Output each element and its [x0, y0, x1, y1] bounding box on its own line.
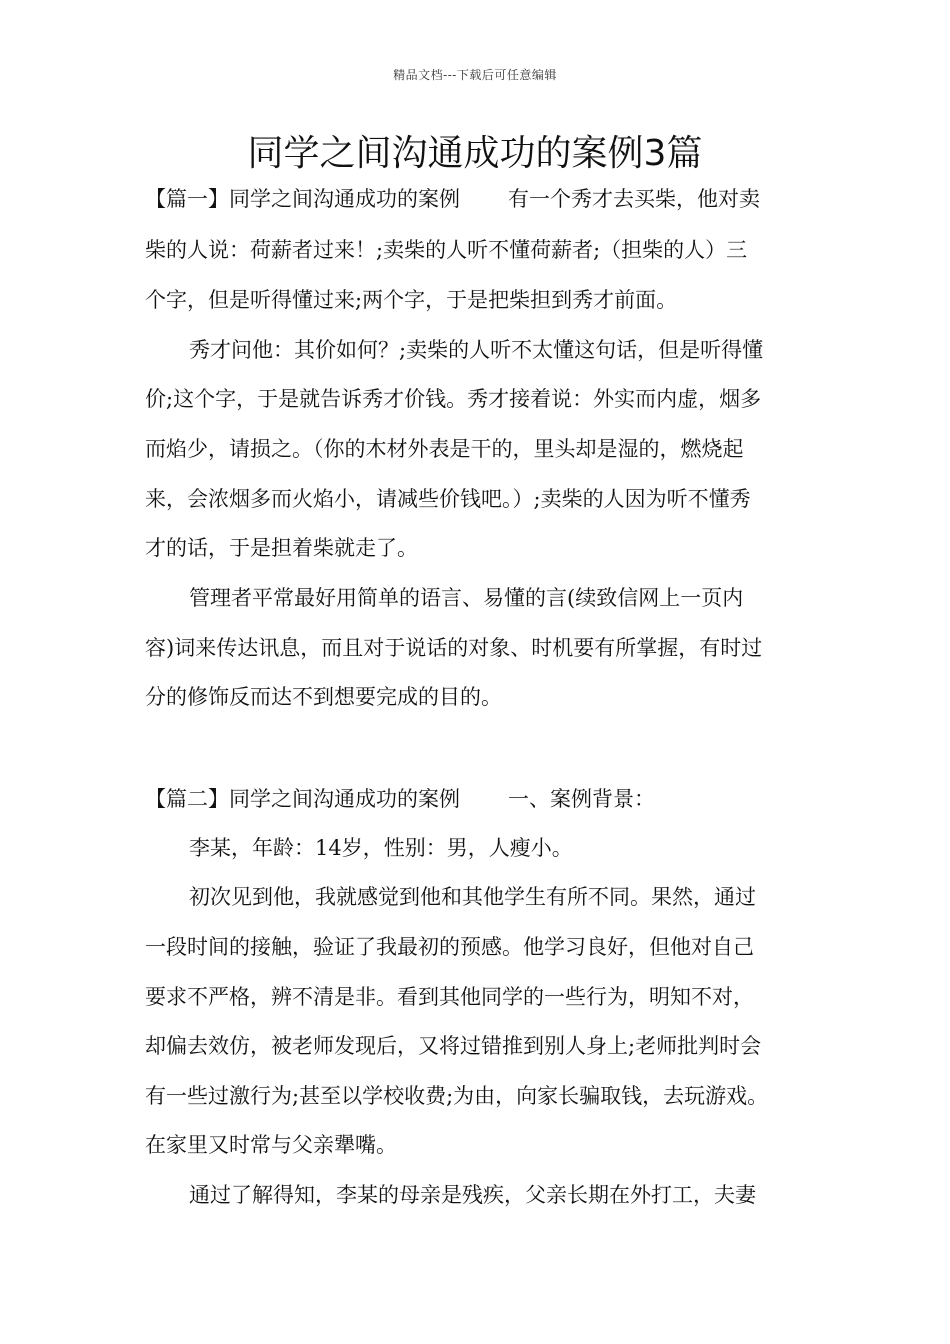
- paragraph-line: 价;这个字，于是就告诉秀才价钱。秀才接着说：外实而内虚，烟多: [145, 387, 762, 411]
- paragraph-line: 却偏去效仿，被老师发现后，又将过错推到别人身上;老师批判时会: [145, 1034, 762, 1058]
- paragraph-line: 来，会浓烟多而火焰小，请减些价钱吧。）;卖柴的人因为听不懂秀: [145, 487, 751, 511]
- paragraph-line: 有一些过激行为;甚至以学校收费;为由，向家长骗取钱，去玩游戏。: [145, 1084, 769, 1108]
- paragraph-line: 容)词来传达讯息，而且对于说话的对象、时机要有所掌握，有时过: [145, 636, 763, 660]
- document-title: 同学之间沟通成功的案例3篇: [247, 133, 703, 174]
- paragraph-line: 秀才问他：其价如何？;卖柴的人听不太懂这句话，但是听得懂: [189, 338, 764, 362]
- paragraph-line: 李某，年龄：14岁，性别：男，人瘦小。: [189, 836, 573, 860]
- paragraph-line: 分的修饰反而达不到想要完成的目的。: [145, 685, 502, 709]
- paragraph-line: 一、案例背景：: [508, 787, 655, 811]
- paragraph-line: 通过了解得知，李某的母亲是残疾，父亲长期在外打工，夫妻: [189, 1183, 756, 1207]
- section-1-first-line: [145, 184, 760, 214]
- paragraph-line: 一段时间的接触，验证了我最初的预感。他学习良好，但他对自己: [145, 935, 754, 959]
- page-header: 精品文档---下载后可任意编辑: [393, 68, 557, 82]
- section-1-heading: 【篇一】同学之间沟通成功的案例: [145, 187, 460, 211]
- paragraph-line: 个字，但是听得懂过来;两个字，于是把柴担到秀才前面。: [145, 288, 678, 312]
- paragraph-line: 柴的人说：荷薪者过来！;卖柴的人听不懂荷薪者;（担柴的人）三: [145, 238, 748, 262]
- section-2-first-line: [145, 784, 655, 814]
- paragraph-line: 要求不严格，辨不清是非。看到其他同学的一些行为，明知不对，: [145, 985, 754, 1009]
- paragraph-line: 在家里又时常与父亲犟嘴。: [145, 1133, 397, 1157]
- paragraph-line: 有一个秀才去买柴，他对卖: [508, 187, 760, 211]
- paragraph-line: 初次见到他，我就感觉到他和其他学生有所不同。果然，通过: [189, 885, 756, 909]
- section-2-heading: 【篇二】同学之间沟通成功的案例: [145, 787, 460, 811]
- paragraph-line: 管理者平常最好用简单的语言、易懂的言(续致信网上一页内: [189, 586, 744, 610]
- paragraph-line: 而焰少，请损之。（你的木材外表是干的，里头却是湿的，燃烧起: [145, 437, 744, 461]
- paragraph-line: 才的话，于是担着柴就走了。: [145, 536, 418, 560]
